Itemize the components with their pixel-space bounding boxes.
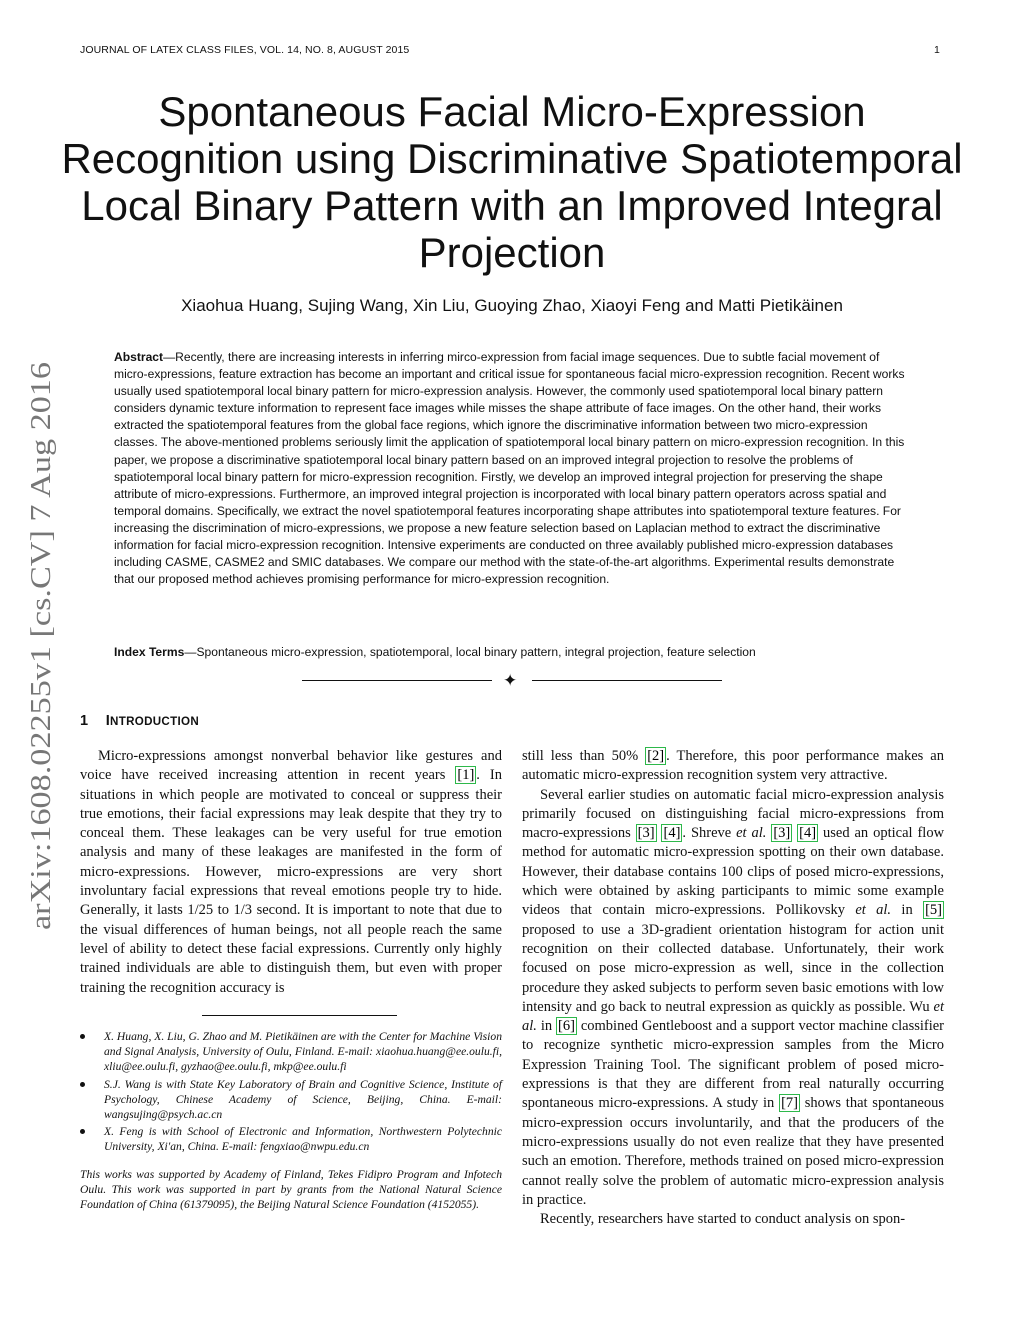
text-span: used an optical flow method for automatic micro-expression spotting on their own database. However, their database contains 100 clips of posed micro-expressions, which were obtained by asking participants to mimic some example videos that contain micro-expressions. Pollikovsky: [522, 825, 945, 919]
text-span: . Therefore, this poor performance makes an automatic micro-expression recognition system very attractive.: [522, 748, 944, 784]
author-list: Xiaohua Huang, Sujing Wang, Xin Liu, Guoying Zhao, Xiaoyi Feng and Matti Pietikäinen: [181, 296, 843, 315]
footnote-item: [80, 1124, 502, 1154]
page-number: 1: [934, 44, 940, 56]
text-span: proposed to use a 3D-gradient orientation histogram for action unit recognition on their collected database. Unfortunately, their work focused on pose micro-expression as well, since in the collection procedure they asked subjects to perform seven basic emotions with low intensity and go back to neutral expression as quickly as possible. Wu: [522, 921, 944, 1015]
citation-link[interactable]: [6]: [558, 1018, 575, 1035]
footnote-rule: [202, 1015, 397, 1016]
footnote-item: [80, 1077, 502, 1123]
divider-left: [302, 680, 492, 681]
citation-link[interactable]: [3]: [773, 825, 791, 842]
divider-right: [532, 680, 722, 681]
arxiv-stamp-text: arXiv:1608.02255v1 [cs.CV] 7 Aug 2016: [26, 464, 57, 930]
index-terms-text: —Spontaneous micro-expression, spatiotemporal, local binary pattern, integral projection, feature selection: [184, 645, 756, 659]
citation-link[interactable]: [5]: [925, 902, 942, 919]
text-span: et al.: [522, 998, 944, 1035]
text-span: . Shreve: [682, 825, 737, 842]
right-column: [522, 747, 944, 1229]
paragraph: [522, 747, 944, 786]
bullet-icon: [80, 1034, 85, 1039]
funding-note: This works was supported by Academy of Finland, Tekes Fidipro Program and Infotech Oulu. This work was supported in part by grants from the National Natural Science Foundation of China (61379095), the Beijing Natural Science Foundation (4152055).: [80, 1167, 502, 1212]
bullet-icon: [80, 1082, 85, 1087]
section-number: 1: [80, 713, 89, 729]
footnote-text: S.J. Wang is with State Key Laboratory of Brain and Cognitive Science, Institute of Psychology, Chinese Academy of Science, Beijing, China. E-mail: wangsujing@psych.ac.cn: [104, 1077, 502, 1122]
text-span: . In situations in which people are motivated to conceal or suppress their true emotions, their facial expressions may leak despite that they try to conceal them. These leakages can be very useful for true emotion analysis and many of these leakages are manifested in the form of micro-expressions. However, micro-expressions are very short involuntary facial expressions that reveal emotions people try to hide. Generally, it lasts 1/25 to 1/3 second. It is important to note that due to the visual differences of human beings, not all people reach the same level of ability to detect these facial expressions. Currently only highly trained individuals are able to distinguish them, but even with proper training the recognition accuracy is: [80, 767, 502, 996]
citation-link[interactable]: [3]: [637, 825, 655, 842]
bullet-icon: [80, 1129, 85, 1134]
citation-link[interactable]: [4]: [663, 825, 681, 842]
text-span: shows that spontaneous micro-expression occurs involuntarily, and that the producers of the micro-expressions usually do not even realize that they have presented such an emotion. Therefore, methods trained on posed micro-expression cannot really solve the problem of automatic micro-expression analysis in practice.: [522, 1095, 944, 1208]
footnote-text: X. Huang, X. Liu, G. Zhao and M. Pietikäinen are with the Center for Machine Vision and Signal Analysis, University of Oulu, Finland. E-mail: xiaohua.huang@ee.oulu.fi, xliu@ee.oulu.fi, gyzhao@ee.oulu.fi, mkp@ee.oulu.fi: [104, 1030, 502, 1074]
text-span: still less than 50%: [522, 748, 646, 764]
section-heading: [80, 713, 199, 729]
abstract-label: Abstract: [114, 350, 164, 364]
section-title-rest: NTRODUCTION: [110, 715, 200, 728]
paragraph: [522, 786, 944, 1211]
citation-link[interactable]: [4]: [799, 825, 817, 842]
text-span: combined Gentleboost and a support vector machine classifier to recognize synthetic micro-expression samples from the Micro Expression Training Tool. The significant problem of posed micro-expressions is that they are different from real naturally occurring spontaneous micro-expressions. A study in: [522, 1018, 945, 1112]
text-span: Recently, researchers have started to conduct analysis on spon-: [540, 1211, 906, 1228]
index-terms-label: Index Terms: [114, 645, 185, 659]
index-terms: [114, 645, 912, 659]
paragraph: [522, 1210, 944, 1229]
paragraph: [80, 747, 502, 998]
text-span: et al.: [855, 902, 892, 919]
abstract-text: —Recently, there are increasing interests in inferring mirco-expression from facial image sequences. Due to subtle facial movement of micro-expressions, feature extraction has become an important and critical issue for spontaneous facial micro-expression recognition. Recent works usually used spatiotemporal local binary pattern for micro-expression analysis. However, the commonly used spatiotemporal local binary pattern considers dynamic texture information to represent face images while misses the shape attribute of face images. On the other hand, their works extracted the spatiotemporal features from the global face regions, which ignore the discriminative information between two micro-expression classes. The above-mentioned problems seriously limit the application of spatiotemporal local binary pattern on micro-expression recognition. In this paper, we propose a discriminative spatiotemporal local binary pattern based on an improved integral projection to resolve the problems of spatiotemporal local binary pattern for micro-expression recognition. Firstly, we develop an improved integral projection for preserving the shape attribute of micro-expressions. Furthermore, an improved integral projection is incorporated with local binary pattern operators across spatial and temporal domains. Specifically, we extract the novel spatiotemporal features incorporating shape attributes into spatiotemporal texture features. For increasing the discrimination of micro-expressions, we propose a new feature selection based on Laplacian method to extract the discriminative information for facial micro-expression recognition. Intensive experiments are conducted on three availably published micro-expression databases including CASME, CASME2 and SMIC databases. We compare our method with the state-of-the-art algorithms. Experimental results demonstrate that our proposed method achieves promising performance for micro-expression recognition.: [114, 350, 905, 587]
left-column: [80, 747, 502, 998]
footnote-text: X. Feng is with School of Electronic and Information, Northwestern Polytechnic University, Xi'an, China. E-mail: fengxiao@nwpu.edu.cn: [104, 1125, 502, 1154]
paper-title: Spontaneous Facial Micro-Expression Recognition using Discriminative Spatiotemporal Local Binary Pattern with an Improved Integral Projection: [61, 88, 963, 276]
text-span: in: [891, 902, 924, 919]
abstract: [114, 349, 912, 588]
diamond-icon: ✦: [503, 671, 518, 690]
text-span: in: [536, 1018, 557, 1035]
citation-link[interactable]: [1]: [457, 767, 475, 784]
footnote-item: [80, 1029, 502, 1075]
text-span: Micro-expressions amongst nonverbal behavior like gestures and voice have received increasing attention in recent years: [80, 748, 502, 784]
text-span: Several earlier studies on automatic facial micro-expression analysis primarily focused on distinguishing facial micro-expressions from macro-expressions: [522, 786, 944, 842]
section-title-initial: I: [105, 713, 111, 729]
citation-link[interactable]: [2]: [647, 748, 665, 764]
footnotes: [80, 1029, 502, 1212]
text-span: et al.: [736, 825, 767, 842]
arxiv-stamp: [14, 360, 62, 930]
running-header: JOURNAL OF LATEX CLASS FILES, VOL. 14, NO. 8, AUGUST 2015: [80, 44, 410, 56]
citation-link[interactable]: [7]: [781, 1095, 798, 1112]
